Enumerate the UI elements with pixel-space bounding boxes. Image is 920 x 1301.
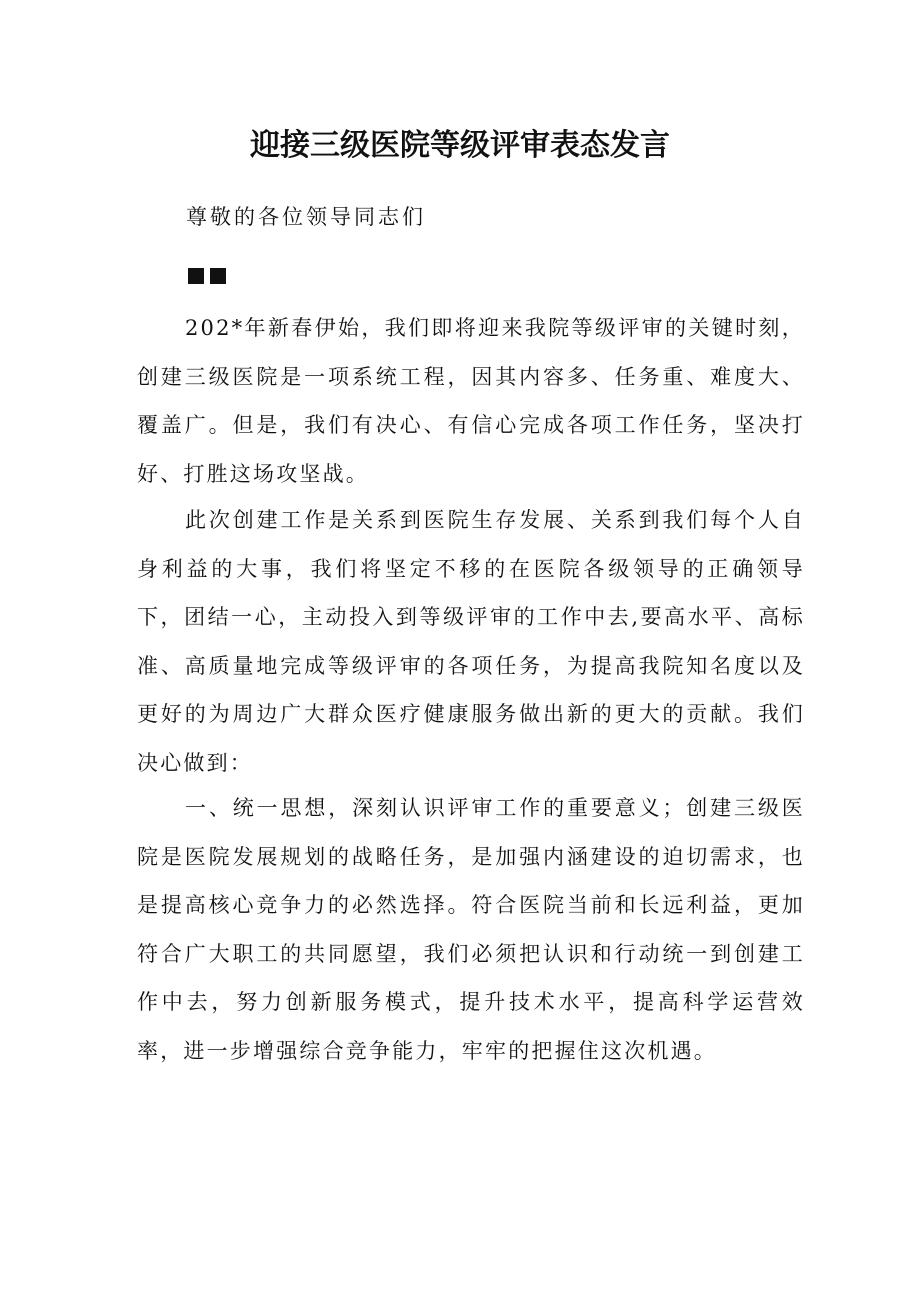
paragraph-commitment: 此次创建工作是关系到医院生存发展、关系到我们每个人自身利益的大事，我们将坚定不移的在医院各级领导的正确领导下，团结一心，主动投入到等级评审的工作中去,要高水平、高标准、高质量地完成等级评审的各项任务，为提高我院知名度以及更好的为周边广大群众医疗健康服务做出新的更大的贡献。我们决心做到： [137,508,805,775]
document-title: 迎接三级医院等级评审表态发言 [250,128,670,163]
redaction-block [188,268,204,284]
paragraph-opening: 202*年新春伊始，我们即将迎来我院等级评审的关键时刻，创建三级医院是一项系统工程，因其内容多、任务重、难度大、覆盖广。但是，我们有决心、有信心完成各项工作任务，坚决打好、打胜这场攻坚战。 [137,316,805,486]
paragraph-point-one: 一、统一思想，深刻认识评审工作的重要意义；创建三级医院是医院发展规划的战略任务，是加强内涵建设的迫切需求，也是提高核心竞争力的必然选择。符合医院当前和长远利益，更加符合广大职工的共同愿望，我们必须把认识和行动统一到创建工作中去，努力创新服务模式，提升技术水平，提高科学运营效率，进一步增强综合竞争能力，牢牢的把握住这次机遇。 [137,796,805,1063]
salutation: 尊敬的各位领导同志们 [186,205,426,229]
redaction-marks [188,268,226,286]
redaction-block [210,268,226,284]
